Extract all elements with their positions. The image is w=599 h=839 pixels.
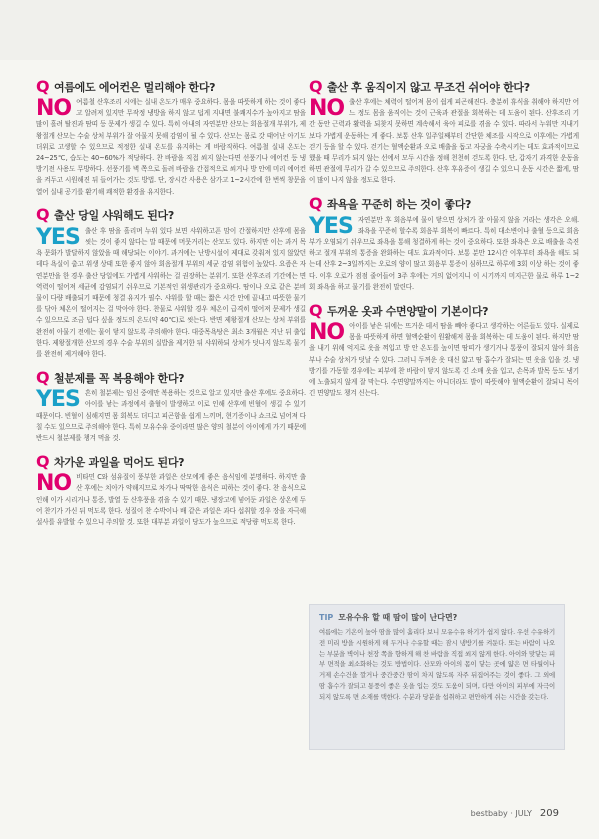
q-marker: Q (36, 367, 50, 387)
answer-badge: NO (36, 96, 72, 121)
tip-body: 여름에는 기온이 높아 땀을 많이 흘리다 보니 모유수유 하기가 쉽지 않다. 우선 수유하기 전 미리 방을 시원하게 해 두거나 수유할 때는 잠시 냉방기를 켜둔다. 또는 바람이 나오는 부분을 벽이나 천장 쪽을 향하게 해 찬 바람을 직접 쐬지 않게 한다. 아이와 맞닿는 피부 면적을 최소화하는 것도 방법이다. 산모와 아이의 몸이 닿는 곳에 얇은 면 타월이나 거제 손수건을 깔거나 중간중간 땀이 차지 않도록 자주 뒤집어주는 것이 좋다. 그 외에 땀 흡수가 잘되고 통풍이 좋은 옷을 입는 것도 도움이 되며, 다만 아이의 피부에 자극이 되지 않도록 면 소재를 택한다. 수분과 당분을 섭취하고 편안하게 쉬는 시간을 갖는다. (319, 628, 555, 701)
question-title: 철분제를 꼭 복용해야 한다? (54, 371, 185, 385)
question-title: 좌욕을 꾸준히 하는 것이 좋다? (327, 198, 472, 212)
answer-badge: NO (309, 96, 345, 121)
page-number: 209 (539, 808, 559, 819)
question-heading (309, 78, 579, 95)
question-title: 출산 당일 샤워해도 된다? (54, 209, 174, 223)
question-title: 여름에도 에어컨은 멀리해야 한다? (54, 80, 216, 94)
question-heading (309, 196, 579, 213)
answer-text: 아이를 낳은 뒤에는 뜨거운 데서 땀을 빼야 좋다고 생각하는 어른들도 있다. 실제로 몸을 따뜻하게 하면 혈액순환이 원활해져 몸을 회복하는 데 도움이 된다. 하지만 땀을 내기 위해 억지로 옷을 껴입고 방 안 온도를 높이면 땀띠가 생기거나 통풍이 잘되지 않아 회음부나 수술 상처가 덧날 수 있다. 그러니 두꺼운 옷 대신 얇고 땀 흡수가 잘되는 면 옷을 입을 것. 냉방기를 가동할 경우에는 피부에 찬 바람이 닿지 않도록 긴 소매 옷을 입고, 손목과 발목 등도 냉기에 노출되지 않게 잘 막는다. 수면양말까지는 아니더라도 발이 따뜻해야 혈액순환이 잘되니 목이 긴 면양말도 챙겨 신는다. (309, 322, 579, 398)
answer-body (36, 388, 306, 444)
q-marker: Q (36, 451, 50, 471)
answer-body (36, 226, 306, 360)
answer-body (36, 97, 306, 198)
answer-body (309, 321, 579, 399)
question-heading (36, 453, 306, 470)
question-title: 차가운 과일을 먹어도 된다? (54, 455, 185, 469)
answer-text: 자연분만 후 회음부에 물이 닿으면 상처가 잘 아물지 않을 거라는 생각은 오해. 좌욕을 꾸준히 할수록 회음부 회복이 빠르다. 특히 대소변이나 출혈 등으로 회음부가 오염되기 쉬우므로 좌욕을 통해 청결하게 하는 것이 중요하다. 또한 좌욕은 오로 배출을 촉진하고 절개 부위의 통증을 완화하는 데도 효과적이다. 보통 분만 12시간 이후부터 좌욕을 해도 되는데 산후 2~3일까지는 오로의 양이 많고 회음부 통증이 심하므로 하루에 3회 이상 하는 것이 좋다. 이후 오로가 점점 줄어들어 3주 후에는 거의 없어지니 이 시기까지 미지근한 물로 하루 1~2회 좌욕을 하고 물기를 완전히 말린다. (309, 215, 579, 291)
left-column (36, 78, 306, 537)
answer-text: 비타민 C와 섬유질이 풍부한 과일은 산모에게 좋은 음식임에 분명하다. 하지만 출산 후에는 치아가 약해지므로 차가나 딱딱한 음식은 피하는 것이 좋다. 찬 음식으로 인해 이가 시리거나 통증, 발열 등 산후풍을 겪을 수 있기 때문. 냉장고에 넣어둔 과일은 상온에 두어 찬기가 가신 뒤 먹도록 한다. 성질이 찬 수박이나 배 같은 과일은 과다 섭취할 경우 장을 자극해 설사를 유발할 수 있으니 주의할 것. 또한 대부분 과일이 당도가 높으므로 적당량 먹도록 한다. (36, 473, 306, 527)
tip-label: TIP (319, 613, 334, 622)
answer-body (309, 215, 579, 293)
qa-block (36, 453, 306, 528)
answer-text: 흔히 철분제는 임신 중에만 복용하는 것으로 알고 있지만 출산 후에도 중요하다. 아이를 낳는 과정에서 출혈이 발생하고 이로 인해 산후에 빈혈이 생길 수 있기 때문이다. 빈혈이 심해지면 몸 회복도 더디고 피곤함을 쉽게 느끼며, 현기증이나 쇼크로 넘어져 다칠 수도 있으므로 주의해야 한다. 특히 모유수유 중이라면 많은 양의 철분이 아이에게 가기 때문에 반드시 철분제를 챙겨 먹을 것. (36, 389, 306, 443)
answer-body (36, 472, 306, 528)
answer-badge: YES (36, 224, 80, 250)
answer-text: 여름철 산후조리 시에는 실내 온도가 매우 중요하다. 몸을 따뜻하게 하는 것이 좋다고 알려져 있지만 무작정 냉방을 하지 않고 덥게 지내면 불쾌지수가 높아지고 땀을 많이 흘려 탈진과 땀띠 등 문제가 생길 수 있다. 특히 아내의 자연분만 산모는 회음절개 부위가, 제왕절개 산모는 수술 상처 부위가 잘 아물지 못해 감염이 될 수 있다. 산모는 몸로 갓 태어난 아기도 더위로 고생할 수 있으므로 적정한 실내 온도를 유지하는 게 바람직하다. 여름철 실내 온도는 24~25℃, 습도는 40~60%가 적당하다. 찬 바람을 직접 쐬지 않는다면 선풍기나 에어컨 등 냉방기전 사용도 무방하다. 선풍기를 벽 쪽으로 돌려 바람을 간접적으로 쐬거나 방 안에 미리 에어컨을 켜두고 시원해진 뒤 들어가는 것도 방법. 단, 장시간 사용은 삼가고 1~2시간에 한 번씩 창문을 열어 실내 공기를 환기해 쾌적한 환경을 유지한다. (36, 98, 306, 196)
qa-block (309, 302, 579, 399)
answer-badge: YES (309, 213, 353, 239)
question-title: 출산 후 움직이지 않고 무조건 쉬어야 한다? (327, 80, 530, 94)
answer-badge: NO (36, 471, 72, 497)
answer-text: 출산 후에는 체력이 떨어져 몸이 쉽게 피곤해진다. 충분히 휴식을 취해야 하지만 어느 정도 몸을 움직이는 것이 근육과 관절을 회복하는 데 도움이 된다. 산후조리 기간 동안 근력과 활력을 되찾지 못하면 계속해서 육아 피로를 겪을 수 있다. 따라서 누워만 지내기보다 가볍게 운동하는 게 좋다. 보통 산후 일주일째부터 간단한 체조를 시작으로 이후에는 가볍게 걷기 등을 할 수 있다. 걷기는 혈액순환과 오로 배출을 돕고 자궁을 수축시키는 데도 효과적이므로 했을 때 무리가 되지 않는 선에서 모두 시간을 정해 천천히 걷도록 한다. 단, 갑자기 과격한 운동을 하면 관절에 무리가 갈 수 있으므로 주의한다. 산후 후유증이 생길 수 있으니 운동 시간은 짧게, 땀이 많이 나지 않을 정도로 한다. (309, 98, 579, 185)
qa-block (36, 369, 306, 444)
question-heading (36, 369, 306, 386)
tip-heading (319, 612, 555, 623)
qa-block (309, 78, 579, 187)
question-heading (36, 78, 306, 95)
tip-box (309, 604, 565, 750)
qa-block (36, 78, 306, 198)
question-heading (309, 302, 579, 319)
q-marker: Q (309, 300, 323, 320)
right-column (309, 78, 579, 408)
question-title: 두꺼운 옷과 수면양말이 기본이다? (327, 304, 489, 318)
page-footer (471, 808, 559, 819)
tip-title: 모유수유 할 때 땀이 많이 난다면? (338, 613, 458, 622)
magazine-name: bestbaby · JULY (470, 809, 532, 818)
qa-block (36, 207, 306, 360)
q-marker: Q (36, 76, 50, 96)
answer-badge: NO (309, 320, 345, 346)
answer-badge: YES (36, 387, 80, 413)
question-heading (36, 207, 306, 224)
answer-body (309, 97, 579, 187)
q-marker: Q (309, 76, 323, 96)
q-marker: Q (309, 194, 323, 214)
answer-text: 출산 후 땀을 흘리며 누워 있다 보면 샤워하고픈 맘이 간절하지만 산후에 몸을 씻는 것이 좋지 않다는 말 때문에 머뭇거리는 산모도 있다. 하지만 이는 과거 목욕 문화가 발달하지 않았을 때 해당되는 이야기. 과거에는 난방시설이 제대로 갖춰져 있지 않았던 데다 욕실이 춥고 위생 상태 또한 좋지 않아 회음절개 부위의 세균 감염 위험이 높았다. 요즘은 자연분만을 한 경우 출산 당일에도 가볍게 샤워하는 걸 권장하는 분위기. 또한 산후조리 기간에는 면역력이 떨어져 세균에 감염되기 쉬우므로 기본적인 위생관리가 중요하다. 땀이나 오로 같은 분비물이 다량 배출되기 때문에 청결 유지가 필수. 샤워를 할 때는 짧은 시간 안에 끝내고 따뜻한 물기를 닦아 체온이 떨어지는 걸 막아야 한다. 찬물로 샤워할 경우 체온이 급격히 떨어져 문제가 생길 수 있으므로 조금 덥다 싶을 정도의 온도(약 40℃)로 씻는다. 반면 제왕절개 산모는 상처 부위를 완전히 아물기 전에는 물이 닿지 않도록 주의해야 한다. 대중목욕탕은 최소 3개월은 지난 뒤 출입한다. 제왕절개한 산모의 경우 수술 부위의 실밥을 제거한 뒤 샤워하되 상처가 덧나지 않도록 물기를 완전히 제거해야 한다. (36, 226, 306, 359)
q-marker: Q (36, 205, 50, 225)
qa-block (309, 196, 579, 293)
top-band (0, 0, 599, 60)
